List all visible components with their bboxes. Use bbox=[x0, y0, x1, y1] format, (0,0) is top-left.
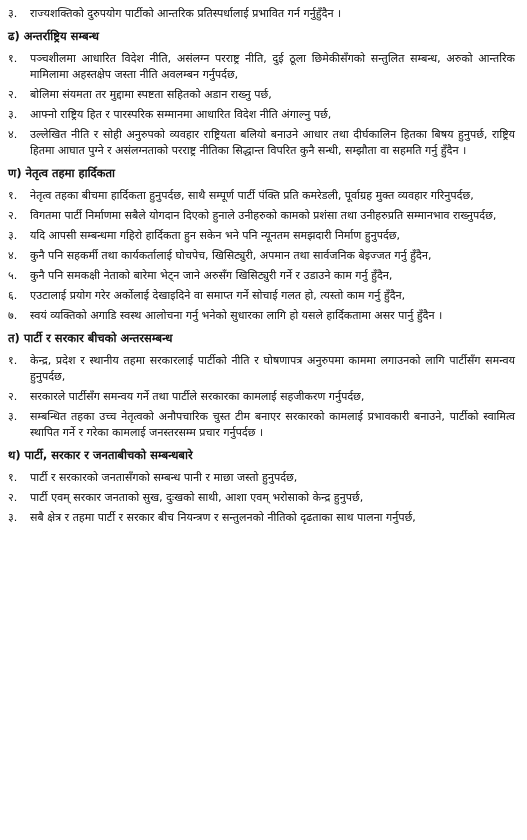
item-text: उल्लेखित नीति र सोही अनुरुपको व्यवहार राष्ट्रियता बलियो बनाउने आधार तथा दीर्घकालिन हितका बिषय हुनुपर्छ, राष्ट्रिय हितमा आघात पुग्ने र असंलग्नताको परराष्ट्र नीतिका सिद्धान्त विपरित कुनै सन्धी, सम्झौता वा सहमति गर्नु हुँदैन । bbox=[30, 128, 515, 157]
item-number: १. bbox=[8, 354, 18, 367]
item-number: १. bbox=[8, 471, 18, 484]
section-title: नेतृत्व तहमा हार्दिकता bbox=[25, 166, 116, 180]
list-item bbox=[8, 288, 519, 304]
section-heading bbox=[8, 447, 519, 464]
item-text: आफ्नो राष्ट्रिय हित र पारस्परिक सम्मानमा आधारित विदेश नीति अंगाल्नु पर्छ, bbox=[30, 108, 332, 121]
list-item bbox=[8, 353, 519, 385]
list-item bbox=[8, 268, 519, 284]
item-number: ४. bbox=[8, 249, 18, 262]
section bbox=[8, 165, 519, 324]
item-number: ३. bbox=[8, 7, 18, 20]
item-text: कुनै पनि सहकर्मी तथा कार्यकर्तालाई घोचपेच, खिसिट्युरी, अपमान तथा सार्वजनिक बेइज्जत गर्नु हुँदैन, bbox=[30, 249, 432, 262]
item-text: कुनै पनि समकक्षी नेताको बारेमा भेट्न जाने अरुसँग खिसिट्युरी गर्ने र उडाउने काम गर्नु हुँदैन, bbox=[30, 269, 393, 282]
item-text: बोलिमा संयमता तर मुद्दामा स्पष्टता सहितको अडान राख्नु पर्छ, bbox=[30, 88, 272, 101]
item-number: २. bbox=[8, 491, 18, 504]
item-text: सबै क्षेत्र र तहमा पार्टी र सरकार बीच नियन्त्रण र सन्तुलनको नीतिको दृढताका साथ पालना गर्नुपर्छ, bbox=[30, 511, 416, 524]
section-title: अन्तर्राष्ट्रिय सम्बन्ध bbox=[23, 29, 100, 43]
list-item bbox=[8, 308, 519, 324]
item-number: ७. bbox=[8, 309, 18, 322]
list-item bbox=[8, 107, 519, 123]
list-item bbox=[8, 228, 519, 244]
section-heading bbox=[8, 330, 519, 347]
section-label: ण) bbox=[8, 166, 22, 180]
section-title: पार्टी र सरकार बीचको अन्तरसम्बन्ध bbox=[23, 331, 173, 345]
list-item bbox=[8, 490, 519, 506]
section bbox=[8, 28, 519, 159]
section bbox=[8, 330, 519, 441]
item-text: पार्टी एवम् सरकार जनताको सुख, दुःखको साथी, आशा एवम् भरोसाको केन्द्र हुनुपर्छ, bbox=[30, 491, 364, 504]
item-number: २. bbox=[8, 209, 18, 222]
item-number: ५. bbox=[8, 269, 18, 282]
list-item bbox=[8, 208, 519, 224]
list-item bbox=[8, 248, 519, 264]
section-label: ढ) bbox=[8, 29, 20, 43]
item-text: विगतमा पार्टी निर्माणमा सबैले योगदान दिएको हुनाले उनीहरुको कामको प्रशंसा तथा उनीहरुप्रति सम्मानभाव राख्नुपर्दछ, bbox=[30, 209, 497, 222]
section-label: त) bbox=[8, 331, 20, 345]
section-heading bbox=[8, 28, 519, 45]
item-text: राज्यशक्तिको दुरुपयोग पार्टीको आन्तरिक प्रतिस्पर्धालाई प्रभावित गर्न गर्नुहुँदैन । bbox=[30, 7, 342, 20]
item-number: ३. bbox=[8, 410, 18, 423]
list-item bbox=[8, 51, 519, 83]
item-number: १. bbox=[8, 52, 18, 65]
item-text: पञ्चशीलमा आधारित विदेश नीति, असंलग्न परराष्ट्र नीति, दुई ठूला छिमेकीसँगको सन्तुलित सम्बन्ध, अरुको आन्तरिक मामिलामा अहस्तक्षेप जस्ता नीति अवलम्बन गर्नुपर्दछ, bbox=[30, 52, 515, 81]
list-item bbox=[8, 127, 519, 159]
section-title: पार्टी, सरकार र जनताबीचको सम्बन्धबारे bbox=[24, 448, 193, 462]
item-number: २. bbox=[8, 88, 18, 101]
section-label: थ) bbox=[8, 448, 21, 462]
sections-container bbox=[8, 28, 519, 526]
item-text: सम्बन्धित तहका उच्च नेतृत्वको अनौपचारिक चुस्त टीम बनाएर सरकारको कामलाई प्रभावकारी बनाउने, पार्टीको स्वामित्व स्थापित गर्ने र गरेका कामलाई जनस्तरसम्म प्रचार गर्नुपर्दछ । bbox=[30, 410, 515, 439]
item-text: सरकारले पार्टीसँग समन्वय गर्ने तथा पार्टीले सरकारका कामलाई सहजीकरण गर्नुपर्दछ, bbox=[30, 390, 365, 403]
item-number: ३. bbox=[8, 511, 18, 524]
section bbox=[8, 447, 519, 526]
list-item bbox=[8, 510, 519, 526]
list-item bbox=[8, 409, 519, 441]
item-text: केन्द्र, प्रदेश र स्थानीय तहमा सरकारलाई पार्टीको नीति र घोषणापत्र अनुरुपमा काममा लगाउनको लागि पार्टीसँग समन्वय हुनुपर्दछ, bbox=[30, 354, 515, 383]
item-text: स्वयं व्यक्तिको अगाडि स्वस्थ आलोचना गर्नु भनेको सुधारका लागि हो यसले हार्दिकतामा असर पार्नु हुँदैन । bbox=[30, 309, 443, 322]
list-item bbox=[8, 6, 519, 22]
item-text: नेतृत्व तहका बीचमा हार्दिकता हुनुपर्दछ, साथै सम्पूर्ण पार्टी पंक्ति प्रति कमरेडली, पूर्वाग्रह मुक्त व्यवहार गरिनुपर्दछ, bbox=[30, 189, 474, 202]
section-heading bbox=[8, 165, 519, 182]
list-item bbox=[8, 87, 519, 103]
list-item bbox=[8, 470, 519, 486]
list-item bbox=[8, 389, 519, 405]
item-text: एउटालाई प्रयोग गरेर अर्कोलाई देखाइदिने वा समाप्त गर्ने सोचाई गलत हो, त्यस्तो काम गर्नु हुँदैन, bbox=[30, 289, 406, 302]
item-number: ३. bbox=[8, 229, 18, 242]
item-number: ४. bbox=[8, 128, 18, 141]
item-text: यदि आपसी सम्बन्धमा गहिरो हार्दिकता हुन सकेन भने पनि न्यूनतम समझदारी निर्माण हुनुपर्दछ, bbox=[30, 229, 401, 242]
item-number: २. bbox=[8, 390, 18, 403]
item-number: १. bbox=[8, 189, 18, 202]
item-text: पार्टी र सरकारको जनतासँगको सम्बन्ध पानी र माछा जस्तो हुनुपर्दछ, bbox=[30, 471, 298, 484]
item-number: ६. bbox=[8, 289, 18, 302]
item-number: ३. bbox=[8, 108, 18, 121]
list-item bbox=[8, 188, 519, 204]
